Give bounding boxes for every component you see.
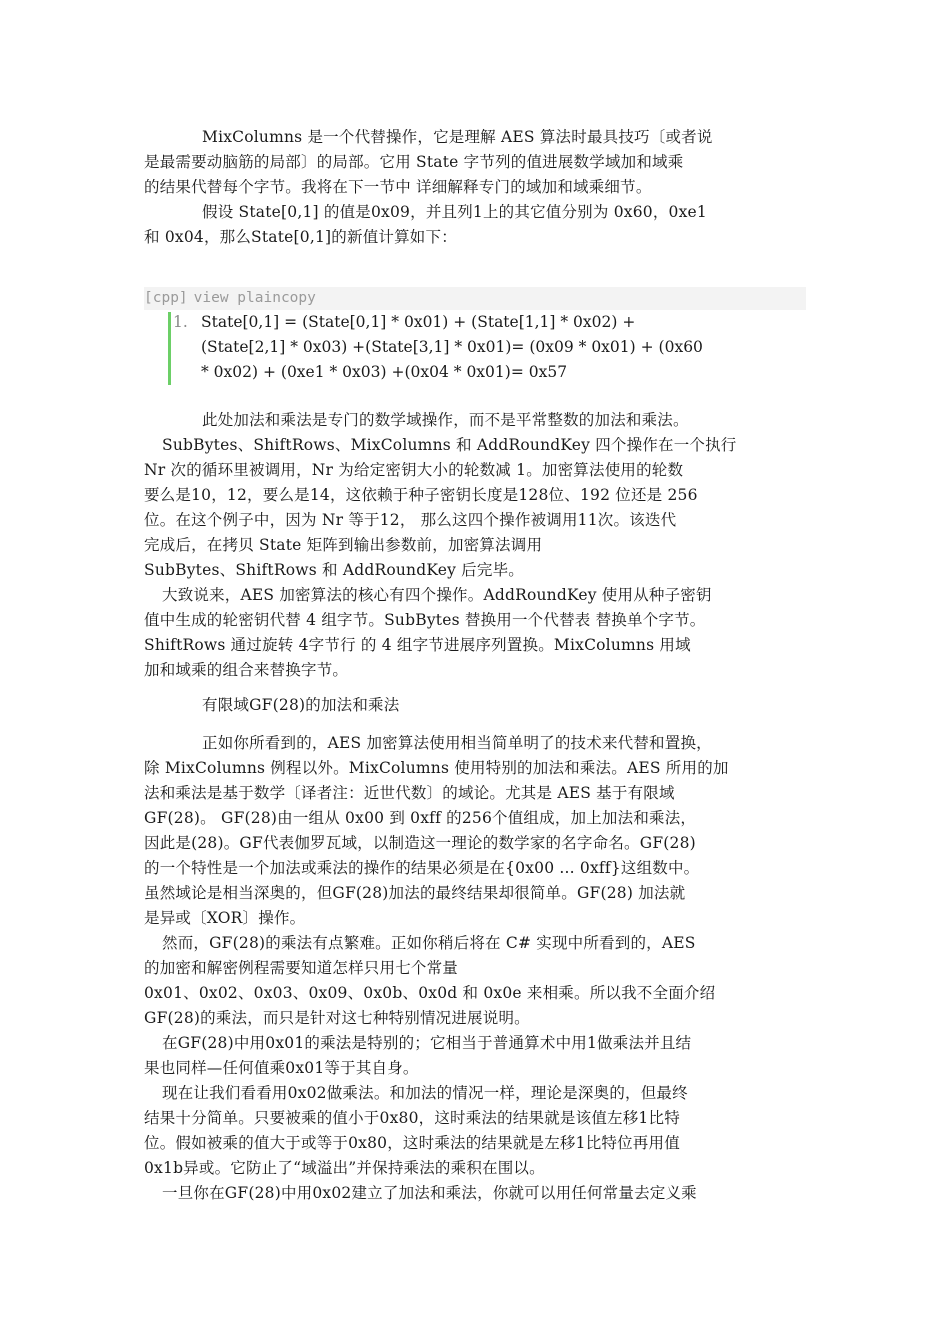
text-line: 要么是10，12，要么是14，这依赖于种子密钥长度是128位、192 位还是 256 bbox=[144, 486, 698, 504]
text-line: 果也同样—任何值乘0x01等于其自身。 bbox=[144, 1059, 419, 1077]
code-toolbar bbox=[144, 287, 806, 310]
text-line: 位。假如被乘的值大于或等于0x80，这时乘法的结果就是左移1比特位再用值 bbox=[144, 1134, 680, 1152]
code-gutter-bar bbox=[168, 312, 171, 385]
text-line: Nr 次的循环里被调用，Nr 为给定密钥大小的轮数减 1。加密算法使用的轮数 bbox=[144, 461, 684, 479]
text-line: MixColumns 是一个代替操作，它是理解 AES 算法时最具技巧〔或者说 bbox=[202, 128, 713, 146]
text-line: 在GF(28)中用0x01的乘法是特别的；它相当于普通算术中用1做乘法并且结 bbox=[162, 1034, 692, 1052]
code-line-number: 1. bbox=[173, 313, 188, 331]
view-plain-copy-link[interactable]: view plaincopy bbox=[193, 290, 316, 306]
text-line: 结果十分简单。只要被乘的值小于0x80，这时乘法的结果就是该值左移1比特 bbox=[144, 1109, 680, 1127]
text-line: ShiftRows 通过旋转 4字节行 的 4 组字节进展序列置换。MixColumns 用域 bbox=[144, 636, 691, 654]
text-line: 完成后，在拷贝 State 矩阵到输出参数前，加密算法调用 bbox=[144, 536, 543, 554]
text-line: 假设 State[0,1] 的值是0x09，并且列1上的其它值分别为 0x60，0xe1 bbox=[202, 203, 707, 221]
text-line: 此处加法和乘法是专门的数学域操作，而不是平常整数的加法和乘法。 bbox=[202, 411, 689, 429]
text-line: 和 0x04，那么State[0,1]的新值计算如下： bbox=[144, 228, 457, 246]
text-line: 的一个特性是一个加法或乘法的操作的结果必须是在{0x00 ... 0xff}这组数中。 bbox=[144, 859, 700, 877]
code-line: State[0,1] = (State[0,1] * 0x01) + (State[1,1] * 0x02) + bbox=[201, 313, 636, 331]
code-language-label: [cpp] bbox=[144, 290, 188, 306]
text-line: 值中生成的轮密钥代替 4 组字节。SubBytes 替换用一个代替表 替换单个字节。 bbox=[144, 611, 706, 629]
text-line: 的加密和解密例程需要知道怎样只用七个常量 bbox=[144, 959, 459, 977]
text-line: 0x1b异或。它防止了“域溢出”并保持乘法的乘积在围以。 bbox=[144, 1159, 545, 1177]
text-line: 0x01、0x02、0x03、0x09、0x0b、0x0d 和 0x0e 来相乘。所以我不全面介绍 bbox=[144, 984, 716, 1002]
code-line: * 0x02) + (0xe1 * 0x03) +(0x04 * 0x01)= 0x57 bbox=[201, 363, 568, 381]
text-line: GF(28)的乘法，而只是针对这七种特别情况进展说明。 bbox=[144, 1009, 530, 1027]
text-line: 是异或〔XOR〕操作。 bbox=[144, 909, 306, 927]
text-line: 正如你所看到的，AES 加密算法使用相当简单明了的技术来代替和置换， bbox=[202, 734, 712, 752]
text-line: 除 MixColumns 例程以外。MixColumns 使用特别的加法和乘法。AES 所用的加 bbox=[144, 759, 729, 777]
text-line: 然而，GF(28)的乘法有点繁难。正如你稍后将在 C# 实现中所看到的，AES bbox=[162, 934, 696, 952]
text-line: 大致说来，AES 加密算法的核心有四个操作。AddRoundKey 使用从种子密钥 bbox=[162, 586, 712, 604]
text-line: 位。在这个例子中，因为 Nr 等于12， 那么这四个操作被调用11次。该迭代 bbox=[144, 511, 677, 529]
text-line: 的结果代替每个字节。我将在下一节中 详细解释专门的域加和域乘细节。 bbox=[144, 178, 652, 196]
text-line: 因此是(28)。GF代表伽罗瓦域，以制造这一理论的数学家的名字命名。GF(28) bbox=[144, 834, 696, 852]
code-line: (State[2,1] * 0x03) +(State[3,1] * 0x01)= (0x09 * 0x01) + (0x60 bbox=[201, 338, 703, 356]
text-line: 一旦你在GF(28)中用0x02建立了加法和乘法，你就可以用任何常量去定义乘 bbox=[162, 1184, 697, 1202]
text-line: SubBytes、ShiftRows 和 AddRoundKey 后完毕。 bbox=[144, 561, 524, 579]
text-line: 法和乘法是基于数学〔译者注：近世代数〕的域论。尤其是 AES 基于有限域 bbox=[144, 784, 675, 802]
text-line: SubBytes、ShiftRows、MixColumns 和 AddRoundKey 四个操作在一个执行 bbox=[162, 436, 737, 454]
section-heading: 有限域GF(28)的加法和乘法 bbox=[202, 696, 400, 714]
text-line: 加和域乘的组合来替换字节。 bbox=[144, 661, 349, 679]
text-line: GF(28)。 GF(28)由一组从 0x00 到 0xff 的256个值组成，加上加法和乘法， bbox=[144, 809, 697, 827]
text-line: 是最需要动脑筋的局部〕的局部。它用 State 字节列的值进展数学域加和域乘 bbox=[144, 153, 684, 171]
text-line: 虽然域论是相当深奥的，但GF(28)加法的最终结果却很简单。GF(28) 加法就 bbox=[144, 884, 686, 902]
text-line: 现在让我们看看用0x02做乘法。和加法的情况一样，理论是深奥的，但最终 bbox=[162, 1084, 688, 1102]
code-block bbox=[168, 310, 808, 385]
